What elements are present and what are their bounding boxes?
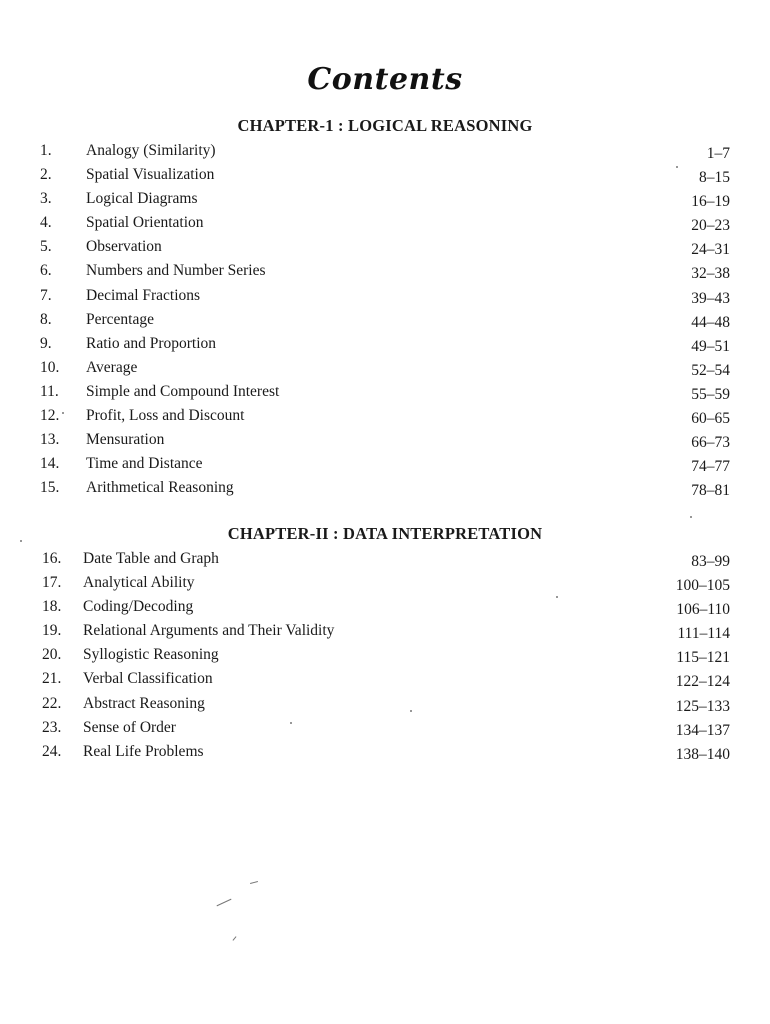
- entry-page-range: 8–15: [699, 169, 730, 187]
- toc-entry: [0, 428, 770, 452]
- toc-entry: [0, 139, 770, 163]
- entry-page-range: 24–31: [691, 241, 730, 259]
- entry-page-range: 60–65: [691, 410, 730, 428]
- entry-number: 3.: [40, 190, 52, 208]
- toc-entry: [0, 547, 770, 571]
- entry-page-range: 66–73: [691, 434, 730, 452]
- entry-number: 20.: [42, 646, 62, 664]
- entry-page-range: 44–48: [691, 313, 730, 331]
- entry-title: Syllogistic Reasoning: [83, 646, 219, 664]
- entry-title: Sense of Order: [83, 718, 176, 736]
- entry-number: 6.: [40, 262, 52, 280]
- toc-entry: [0, 692, 770, 716]
- entry-page-range: 20–23: [691, 217, 730, 235]
- entry-title: Numbers and Number Series: [86, 262, 266, 280]
- entry-page-range: 111–114: [677, 625, 730, 643]
- entry-number: 12.: [40, 407, 60, 425]
- entry-title: Decimal Fractions: [86, 286, 201, 304]
- entry-page-range: 134–137: [675, 721, 730, 739]
- toc-entry: [0, 667, 770, 691]
- entry-number: 8.: [40, 310, 52, 328]
- toc-entry: [0, 356, 770, 380]
- scan-speck: [233, 936, 237, 940]
- entry-title: Observation: [86, 238, 162, 256]
- chapter-1-entries: [0, 139, 770, 500]
- toc-entry: [0, 595, 770, 619]
- entry-page-range: 122–124: [675, 673, 730, 691]
- toc-entry: [0, 476, 770, 500]
- toc-entry: [0, 284, 770, 308]
- entry-number: 24.: [42, 742, 62, 760]
- toc-entry: [0, 187, 770, 211]
- chapter-2-entries: [0, 547, 770, 764]
- entry-page-range: 74–77: [691, 458, 730, 476]
- entry-page-range: 49–51: [691, 337, 730, 355]
- entry-title: Relational Arguments and Their Validity: [83, 622, 335, 640]
- entry-title: Date Table and Graph: [83, 550, 219, 567]
- entry-number: 1.: [40, 142, 52, 159]
- entry-number: 16.: [42, 550, 62, 567]
- entry-title: Analogy (Similarity): [86, 142, 216, 159]
- entry-page-range: 55–59: [691, 385, 730, 403]
- toc-entry: [0, 259, 770, 283]
- scan-speck: [250, 881, 258, 884]
- entry-number: 7.: [40, 286, 52, 304]
- toc-entry: [0, 571, 770, 595]
- scan-speck: [556, 596, 558, 598]
- entry-page-range: 106–110: [676, 601, 730, 619]
- scan-speck: [676, 166, 678, 168]
- entry-title: Profit, Loss and Discount: [86, 407, 245, 425]
- toc-entry: [0, 380, 770, 404]
- entry-title: Percentage: [86, 310, 154, 328]
- chapter-1-heading: CHAPTER-1 : LOGICAL REASONING: [237, 116, 533, 135]
- entry-title: Analytical Ability: [83, 574, 195, 592]
- toc-entry: [0, 643, 770, 667]
- entry-number: 4.: [40, 214, 52, 232]
- entry-number: 5.: [40, 238, 52, 256]
- toc-entry: [0, 716, 770, 740]
- entry-number: 19.: [42, 622, 62, 640]
- entry-page-range: 1–7: [706, 145, 730, 162]
- entry-number: 9.: [40, 334, 52, 352]
- entry-number: 22.: [42, 694, 62, 712]
- toc-entry: [0, 452, 770, 476]
- entry-number: 11.: [40, 382, 59, 400]
- entry-title: Logical Diagrams: [86, 190, 198, 208]
- entry-number: 23.: [42, 718, 62, 736]
- entry-page-range: 115–121: [676, 649, 730, 667]
- entry-page-range: 83–99: [691, 553, 730, 570]
- entry-title: Coding/Decoding: [83, 598, 194, 616]
- toc-entry: [0, 404, 770, 428]
- entry-number: 17.: [42, 574, 62, 592]
- entry-title: Time and Distance: [86, 455, 203, 473]
- entry-number: 15.: [40, 479, 60, 497]
- chapter-2-heading: CHAPTER-II : DATA INTERPRETATION: [227, 524, 543, 543]
- scan-speck: [290, 722, 292, 724]
- entry-page-range: 16–19: [691, 193, 730, 211]
- entry-page-range: 100–105: [675, 577, 730, 595]
- entry-page-range: 52–54: [691, 361, 730, 379]
- toc-entry: [0, 332, 770, 356]
- entry-page-range: 32–38: [691, 265, 730, 283]
- entry-title: Abstract Reasoning: [83, 694, 205, 712]
- entry-title: Spatial Orientation: [86, 214, 204, 232]
- toc-entry: [0, 235, 770, 259]
- toc-entry: [0, 619, 770, 643]
- entry-number: 18.: [42, 598, 62, 616]
- scan-speck: [410, 710, 412, 712]
- entry-page-range: 39–43: [691, 289, 730, 307]
- entry-title: Average: [86, 358, 138, 376]
- entry-number: 14.: [40, 455, 60, 473]
- entry-page-range: 78–81: [691, 482, 730, 500]
- entry-number: 21.: [42, 670, 62, 688]
- toc-entry: [0, 308, 770, 332]
- scan-speck: [217, 899, 232, 907]
- toc-entry: [0, 740, 770, 764]
- entry-page-range: 125–133: [675, 697, 730, 715]
- entry-title: Simple and Compound Interest: [86, 382, 280, 400]
- entry-title: Spatial Visualization: [86, 166, 215, 184]
- entry-number: 10.: [40, 358, 60, 376]
- entry-title: Ratio and Proportion: [86, 334, 217, 352]
- scan-speck: [62, 412, 64, 414]
- scan-speck: [20, 540, 22, 542]
- scan-speck: [690, 516, 692, 518]
- entry-title: Arithmetical Reasoning: [86, 479, 234, 497]
- toc-entry: [0, 163, 770, 187]
- toc-entry: [0, 211, 770, 235]
- entry-number: 13.: [40, 431, 60, 449]
- page-title: Contents: [307, 62, 463, 97]
- entry-number: 2.: [40, 166, 52, 184]
- entry-title: Real Life Problems: [83, 742, 204, 760]
- entry-page-range: 138–140: [675, 745, 730, 763]
- entry-title: Mensuration: [86, 431, 165, 449]
- entry-title: Verbal Classification: [83, 670, 213, 688]
